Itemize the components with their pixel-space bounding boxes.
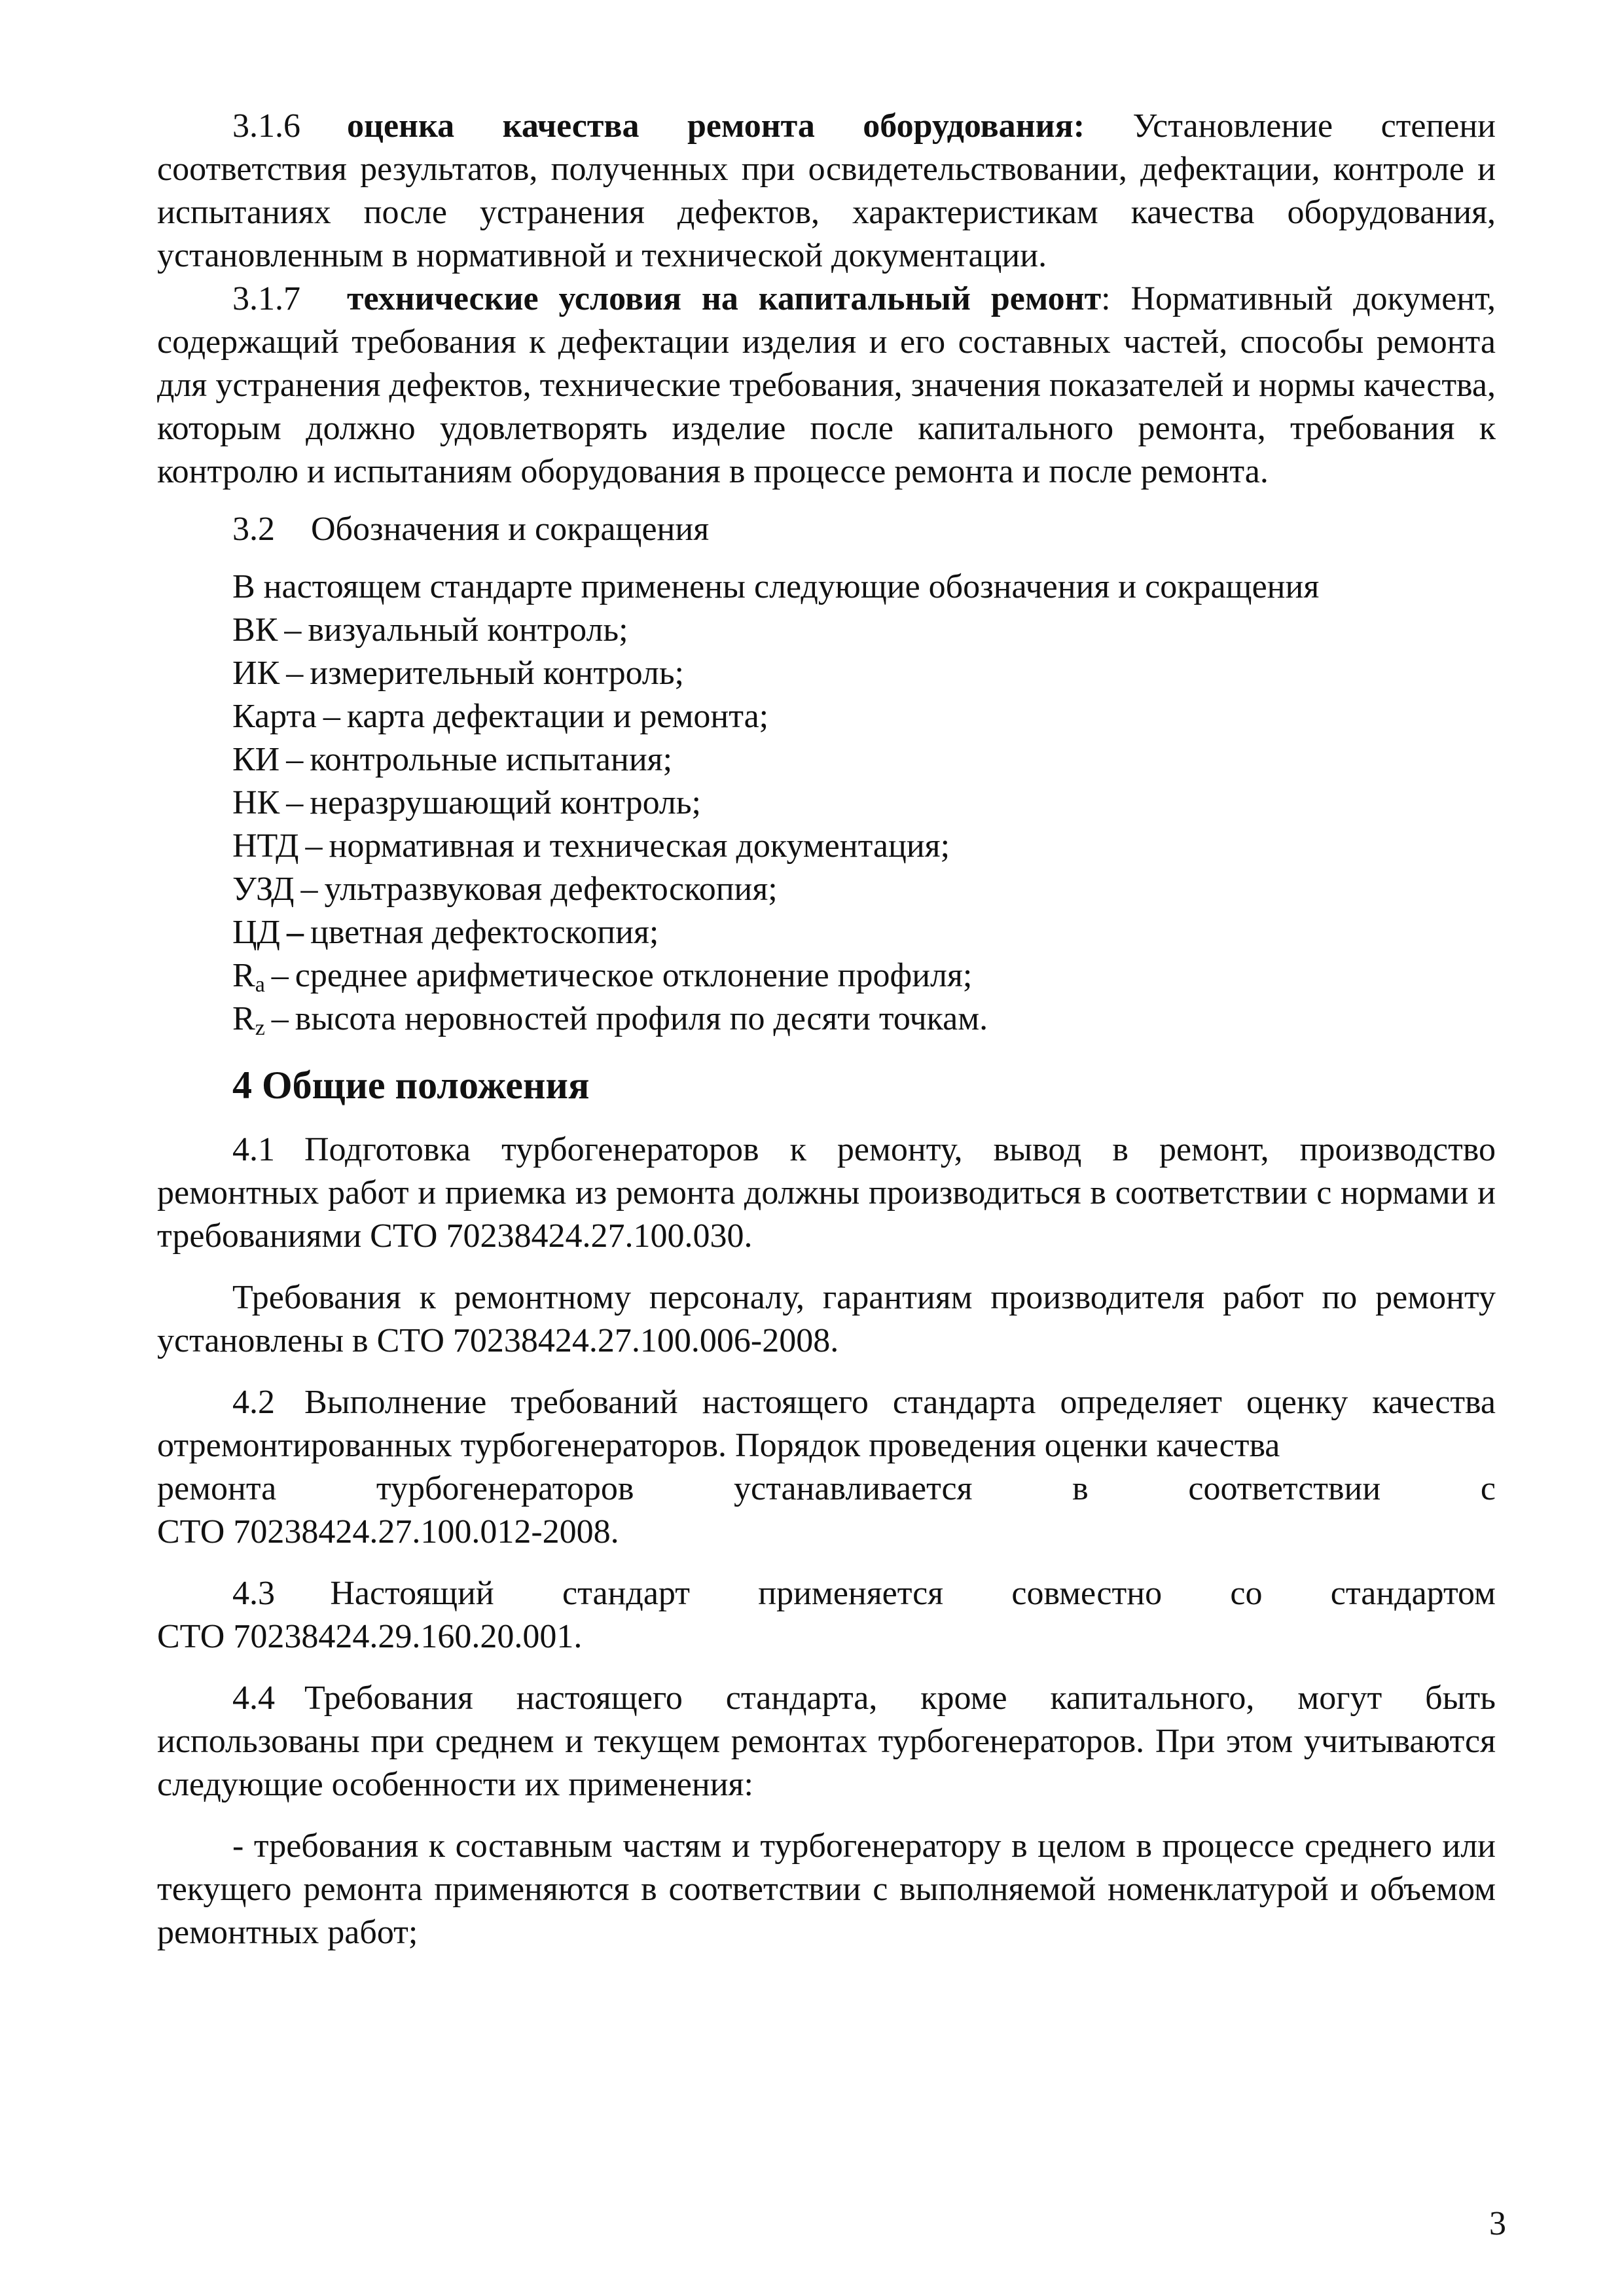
abbreviation-intro: В настоящем стандарте применены следующие обозначения и сокращения [232,568,1320,605]
abbreviation-desc: ультразвуковая дефектоскопия; [324,870,778,908]
abbreviation-symbol: R [232,957,255,994]
abbreviation-item [232,609,1496,652]
abbreviation-term: НК [232,784,280,821]
clause-text: Установление степени соответствия результатов, полученных при освидетельствовании, дефектации, контроле и испытаниях после устранения дефектов, характеристикам качества оборудования, установленным в нормативной и технической документации. [157,107,1496,274]
abbreviation-dash: – [323,698,340,735]
spread-word: совместно [1011,1575,1163,1612]
clause-term: технические условия на капитальный ремонт [347,280,1102,317]
clause-4-2-spread-line [157,1467,1496,1511]
abbreviation-item [232,911,1496,954]
clause-text: Подготовка турбогенераторов к ремонту, вывод в ремонт, производство ремонтных работ и приемка из ремонта должны производиться в соответствии с нормами и требованиями СТО 70238424.27.100.030. [157,1131,1496,1255]
abbreviation-term: УЗД [232,870,295,908]
abbreviation-item [232,652,1496,695]
abbreviation-dash: – [286,741,304,778]
spread-word: устанавливается [734,1470,973,1507]
abbreviation-list [157,565,1496,1041]
abbreviation-desc: визуальный контроль; [308,611,628,649]
list-item-bullet: - требования к составным частям и турбогенератору в целом в процессе среднего или текущего ремонта применяются в соответствии с выполняемой номенклатурой и объемом ремонтных работ; [157,1827,1496,1951]
clause-number: 4.4 [232,1679,275,1717]
abbreviation-dash: – [271,957,289,994]
spread-word: с [1480,1470,1496,1507]
page-number: 3 [1489,2205,1506,2242]
abbreviation-desc: карта дефектации и ремонта; [346,698,769,735]
clause-3-1-7 [157,278,1496,493]
clause-text: Выполнение требований настоящего стандарта определяет оценку качества отремонтированных турбогенераторов. Порядок проведения оценки качества [157,1384,1496,1464]
clause-title: Обозначения и сокращения [311,511,710,548]
clause-4-3 [157,1572,1496,1659]
clause-3-2-heading [157,508,1496,551]
abbreviation-desc: неразрушающий контроль; [310,784,701,821]
abbreviation-dash: – [287,914,304,951]
abbreviation-term: КИ [232,741,280,778]
abbreviation-desc: высота неровностей профиля по десяти точкам. [295,1000,988,1037]
clause-4-4 [157,1677,1496,1806]
clause-term: оценка качества ремонта оборудования: [347,107,1085,145]
abbreviation-desc: цветная дефектоскопия; [310,914,659,951]
abbreviation-subscript: z [255,1016,265,1040]
abbreviation-dash: – [286,655,304,692]
abbreviation-item [232,781,1496,825]
clause-number: 4.2 [232,1384,275,1421]
clause-text: : Нормативный документ, содержащий требования к дефектации изделия и его составных частей, способы ремонта для устранения дефектов, технические требования, значения показателей и нормы качества, которым должно удовлетворять изделие после капитального ремонта, требования к контролю и испытаниям оборудования в процессе ремонта и после ремонта. [157,280,1496,490]
abbreviation-term: ЦД [232,914,281,951]
section-4-heading: 4 Общие положения [232,1064,590,1107]
abbreviation-item [232,738,1496,781]
spread-word: стандартом [1330,1575,1496,1612]
abbreviation-term: ИК [232,655,280,692]
spread-word: соответствии [1188,1470,1381,1507]
clause-number: 3.1.7 [232,280,300,317]
spread-word: стандарт [562,1575,690,1612]
abbreviation-term: ВК [232,611,278,649]
clause-3-1-6 [157,105,1496,278]
abbreviation-item-rz [232,997,1496,1041]
spread-word: со [1230,1575,1263,1612]
abbreviation-symbol: R [232,1000,255,1037]
clause-4-2-reference: СТО 70238424.27.100.012-2008. [157,1513,619,1551]
clause-text: Требования настоящего стандарта, кроме капитального, могут быть использованы при среднем и текущем ремонтах турбогенераторов. При этом учитываются следующие особенности их применения: [157,1679,1496,1803]
clause-number: 3.1.6 [232,107,300,145]
abbreviation-item-ra [232,954,1496,997]
spread-word: в [1072,1470,1089,1507]
spread-word: Настоящий [330,1575,494,1612]
abbreviation-desc: контрольные испытания; [310,741,673,778]
abbreviation-desc: нормативная и техническая документация; [329,827,950,865]
abbreviation-item [232,695,1496,738]
spread-word: турбогенераторов [376,1470,634,1507]
abbreviation-desc: измерительный контроль; [310,655,684,692]
clause-4-3-reference: СТО 70238424.29.160.20.001. [157,1618,583,1655]
abbreviation-term: Карта [232,698,317,735]
spread-word: ремонта [157,1470,277,1507]
clause-number: 3.2 [232,511,275,548]
abbreviation-subscript: a [255,973,265,997]
abbreviation-dash: – [271,1000,289,1037]
clause-4-2-body [157,1381,1496,1467]
clause-number: 4.3 [232,1575,275,1612]
clause-4-1 [157,1128,1496,1258]
abbreviation-dash: – [284,611,302,649]
abbreviation-dash: – [286,784,304,821]
abbreviation-term: НТД [232,827,299,865]
abbreviation-dash: – [305,827,323,865]
abbreviation-dash: – [300,870,318,908]
abbreviation-item [232,825,1496,868]
abbreviation-item [232,868,1496,911]
clause-number: 4.1 [232,1131,275,1168]
clause-4-2 [157,1381,1496,1554]
clause-4-3-spread-line [157,1572,1496,1615]
spread-word: применяется [758,1575,944,1612]
clause-4-1-paragraph: Требования к ремонтному персоналу, гарантиям производителя работ по ремонту установлены в СТО 70238424.27.100.006-2008. [157,1279,1496,1359]
page-content [157,105,1496,1954]
abbreviation-desc: среднее арифметическое отклонение профиля; [295,957,973,994]
